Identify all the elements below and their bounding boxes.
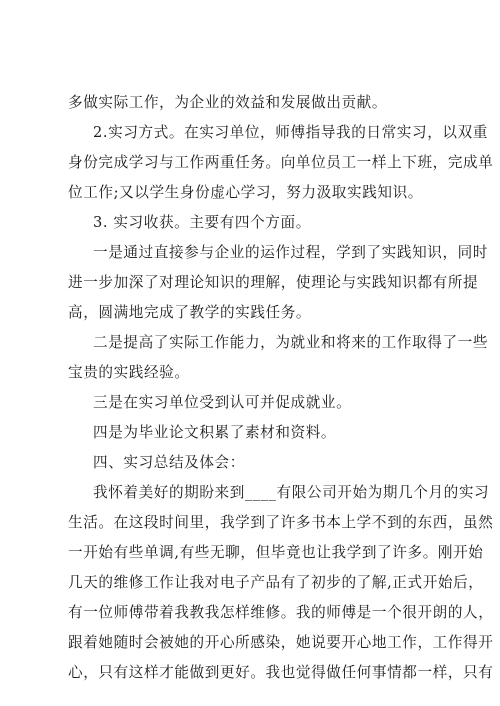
text-line: 一开始有些单调,有些无聊，但毕竟也让我学到了许多。刚开始 [68,544,484,561]
text-line: 三是在实习单位受到认可并促成就业。 [93,394,352,411]
text-line: 四是为毕业论文积累了素材和资料。 [93,424,337,441]
text-line: 高，圆满地完成了教学的实践任务。 [68,304,312,321]
text-line: 二是提高了实际工作能力，为就业和将来的工作取得了一些 [93,334,489,351]
text-line: 生活。在这段时间里，我学到了许多书本上学不到的东西，虽然 [68,514,494,531]
text-line: 多做实际工作，为企业的效益和发展做出贡献。 [68,94,388,111]
text-line: 2.实习方式。在实习单位，师傅指导我的日常实习，以双重 [93,124,488,141]
text-line: 有一位师傅带着我教我怎样维修。我的师傅是一个很开朗的人， [68,604,494,621]
text-line: 进一步加深了对理论知识的理解，使理论与实践知识都有所提 [68,274,479,291]
text-line: 宝贵的实践经验。 [68,364,190,381]
text-line: 几天的维修工作让我对电子产品有了初步的了解,正式开始后， [68,574,484,591]
text-line: 心，只有这样才能做到更好。我也觉得做任何事情都一样，只有 [68,664,494,681]
text-line: 跟着她随时会被她的开心所感染，她说要开心地工作，工作得开 [68,634,494,651]
text-line: 我怀着美好的期盼来到____有限公司开始为期几个月的实习 [93,484,490,501]
section-heading: 四、实习总结及体会： [93,454,245,471]
text-line: 3. 实习收获。主要有四个方面。 [93,214,311,231]
text-line: 位工作;又以学生身份虚心学习，努力汲取实践知识。 [68,184,423,201]
text-line: 身份完成学习与工作两重任务。向单位员工一样上下班，完成单 [68,154,494,171]
text-line: 一是通过直接参与企业的运作过程，学到了实践知识，同时 [93,244,489,261]
